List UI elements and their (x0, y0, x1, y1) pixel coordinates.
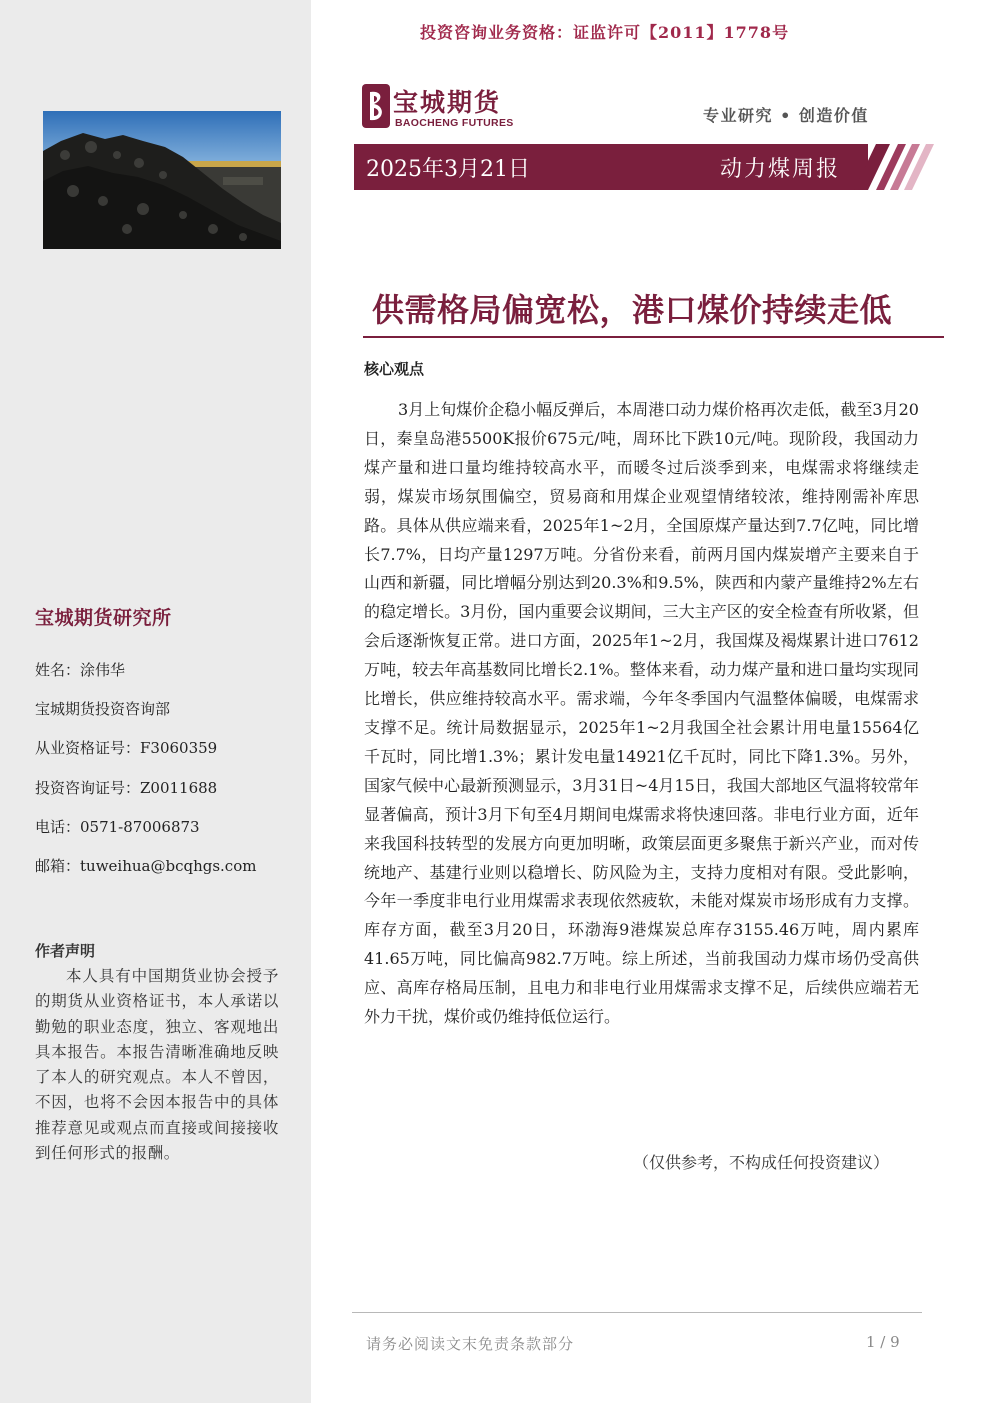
section-title: 核心观点 (364, 360, 425, 378)
footer-rule (352, 1312, 922, 1313)
consult-number: 投资咨询证号：Z0011688 (35, 778, 218, 797)
headline-rule (363, 336, 944, 338)
analyst-name: 姓名：涂伟华 (35, 661, 126, 679)
coal-photo (43, 111, 281, 249)
analyst-contact (35, 656, 256, 891)
research-institute-title: 宝城期货研究所 (35, 607, 172, 629)
logo-mark-icon (360, 82, 392, 130)
report-date: 2025年3月21日 (366, 157, 530, 182)
page-number: 1 / 9 (866, 1333, 900, 1351)
logo-name-cn: 宝城期货 (393, 88, 502, 117)
declaration-title: 作者声明 (35, 942, 96, 960)
logo-name-en: BAOCHENG FUTURES (395, 117, 514, 129)
qualification-number: 从业资格证号：F3060359 (35, 739, 218, 758)
banner-stripes-icon (854, 144, 940, 190)
body-paragraph: 3月上旬煤价企稳小幅反弹后，本周港口动力煤价格再次走低，截至3月20日，秦皇岛港5500K报价675元/吨，周环比下跌10元/吨。现阶段，我国动力煤产量和进口量均维持较高水平，而暖冬过后淡季到来，电煤需求将继续走弱，煤炭市场氛围偏空，贸易商和用煤企业观望情绪较浓，维持刚需补库思路。具体从供应端来看，2025年1~2月，全国原煤产量达到7.7亿吨，同比增长7.7%，日均产量1297万吨。分省份来看，前两月国内煤炭增产主要来自于山西和新疆，同比增幅分别达到20.3%和9.5%，陕西和内蒙产量维持2%左右的稳定增长。3月份，国内重要会议期间，三大主产区的安全检查有所收紧，但会后逐渐恢复正常。进口方面，2025年1~2月，我国煤及褐煤累计进口7612万吨，较去年高基数同比增长2.1%。整体来看，动力煤产量和进口量均实现同比增长，供应维持较高水平。需求端，今年冬季国内气温整体偏暖，电煤需求支撑不足。统计局数据显示，2025年1~2月我国全社会累计用电量15564亿千瓦时，同比增1.3%；累计发电量14921亿千瓦时，同比下降1.3%。另外，国家气候中心最新预测显示，3月31日~4月15日，我国大部地区气温将较常年显著偏高，预计3月下旬至4月期间电煤需求将快速回落。非电行业方面，近年来我国科技转型的发展方向更加明晰，政策层面更多聚焦于新兴产业，而对传统地产、基建行业则以稳增长、防风险为主，支持力度相对有限。受此影响，今年一季度非电行业用煤需求表现依然疲软，未能对煤炭市场形成有力支撑。库存方面，截至3月20日，环渤海9港煤炭总库存3155.46万吨，周内累库41.65万吨，同比偏高982.7万吨。综上所述，当前我国动力煤市场仍受高供应、高库存格局压制，且电力和非电行业用煤需求支撑不足，后续供应端若无外力干扰，煤价或仍维持低位运行。 (364, 400, 919, 1027)
report-type: 动力煤周报 (720, 157, 841, 182)
slogan: 专业研究 • 创造价值 (703, 106, 869, 125)
license-line: 投资咨询业务资格：证监许可【2011】1778号 (420, 23, 790, 42)
analyst-department: 宝城期货投资咨询部 (35, 700, 171, 719)
footer-note: 请务必阅读文末免责条款部分 (366, 1335, 575, 1353)
email-address: 邮箱：tuweihua@bcqhgs.com (35, 856, 257, 875)
report-banner (354, 144, 940, 190)
headline: 供需格局偏宽松，港口煤价持续走低 (372, 291, 893, 329)
disclaimer: （仅供参考，不构成任何投资建议） (633, 1153, 890, 1172)
declaration-text: 本人具有中国期货业协会授予的期货从业资格证书，本人承诺以勤勉的职业态度，独立、客观地出具本报告。本报告清晰准确地反映了本人的研究观点。本人不曾因，不因，也将不会因本报告中的具体推荐意见或观点而直接或间接接收到任何形式的报酬。 (35, 967, 279, 1163)
phone-number: 电话：0571-87006873 (35, 817, 200, 836)
